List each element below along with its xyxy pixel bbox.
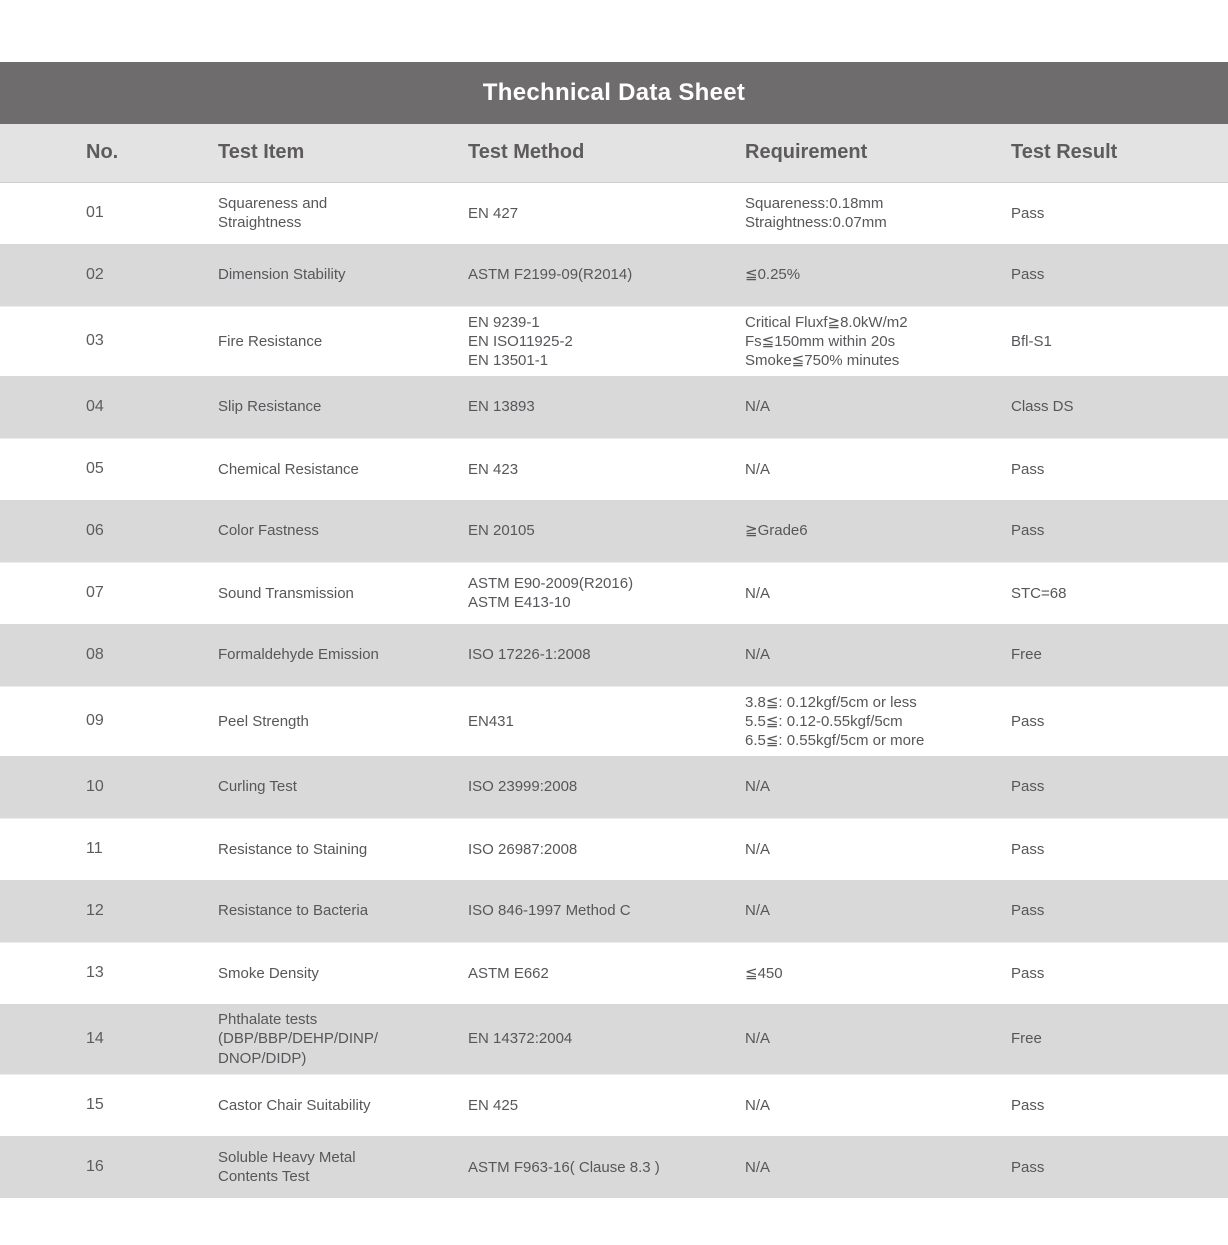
cell-test-item-line: DNOP/DIDP) [218,1049,307,1067]
cell-test-item [218,438,468,500]
cell-test-result [1011,818,1228,880]
cell-requirement-line: N/A [745,584,771,602]
cell-test-result [1011,306,1228,376]
cell-test-method-line: EN ISO11925-2 [468,332,573,350]
cell-test-item-line: Castor Chair Suitability [218,1096,371,1114]
cell-test-item [218,756,468,818]
cell-no: 03 [0,306,218,376]
cell-requirement [745,376,1011,438]
cell-test-item [218,1004,468,1074]
cell-test-method-line: EN 423 [468,460,519,478]
page-title: Thechnical Data Sheet [482,79,746,106]
column-header-test-result-label: Test Result [1011,141,1118,164]
cell-test-item-line: Sound Transmission [218,584,354,602]
cell-requirement-line: ≦0.25% [745,266,801,284]
cell-test-method [468,500,745,562]
cell-test-method-line: EN431 [468,712,514,730]
cell-test-result-line: Pass [1011,712,1045,730]
table-row [0,1074,1228,1136]
cell-requirement [745,182,1011,244]
cell-test-item-line: Soluble Heavy Metal [218,1149,356,1166]
cell-requirement-line: N/A [745,398,771,416]
table-row [0,1136,1228,1198]
cell-no: 01 [0,182,218,244]
cell-test-result-line: Pass [1011,204,1045,222]
cell-test-method [468,1074,745,1136]
cell-test-item [218,1136,468,1198]
technical-data-table [0,124,1228,1198]
table-row [0,880,1228,942]
cell-requirement [745,686,1011,756]
cell-requirement-line: N/A [745,902,771,920]
cell-test-method [468,376,745,438]
cell-test-method [468,942,745,1004]
cell-test-method [468,880,745,942]
cell-test-result-line: Pass [1011,1158,1045,1176]
cell-no: 12 [86,901,104,919]
cell-requirement [745,756,1011,818]
cell-test-result [1011,1074,1228,1136]
cell-test-result [1011,500,1228,562]
cell-test-result [1011,1136,1228,1198]
cell-test-item-line: Chemical Resistance [218,460,359,478]
cell-test-item [218,942,468,1004]
cell-test-result [1011,880,1228,942]
cell-test-result [1011,244,1228,306]
column-header-test-result [1011,124,1228,182]
cell-test-result [1011,182,1228,244]
cell-test-item-line: Smoke Density [218,964,319,982]
cell-test-item [218,306,468,376]
cell-requirement [745,818,1011,880]
cell-no: 06 [86,521,104,539]
cell-test-item [218,880,468,942]
cell-test-item-line: Straightness [218,214,302,232]
table-row [0,1004,1228,1074]
table-row [0,306,1228,376]
cell-test-method-line: EN 20105 [468,522,535,540]
cell-test-method [468,306,745,376]
table-row [0,942,1228,1004]
table-row [0,686,1228,756]
cell-test-method-line: EN 9239-1 [468,313,540,331]
cell-test-result [1011,562,1228,624]
column-header-test-item [218,124,468,182]
column-header-no-label: No. [86,141,119,164]
cell-test-item-line: Fire Resistance [218,332,323,350]
cell-test-result-line: Free [1011,1030,1042,1048]
cell-test-result-line: Pass [1011,1096,1045,1114]
cell-test-method [468,686,745,756]
cell-requirement-line: Critical Fluxf≧8.0kW/m2 [745,313,908,331]
cell-test-result-line: Pass [1011,460,1045,478]
cell-requirement [745,562,1011,624]
cell-test-result [1011,438,1228,500]
cell-test-method [468,1136,745,1198]
cell-test-method-line: ASTM F963-16( Clause 8.3 ) [468,1158,660,1176]
cell-requirement [745,500,1011,562]
cell-test-result-line: Class DS [1011,398,1074,416]
cell-test-item [218,244,468,306]
cell-test-item-line: Squareness and [218,195,328,213]
column-header-no [0,124,218,182]
cell-test-item [218,562,468,624]
cell-test-item [218,818,468,880]
table-row [0,376,1228,438]
cell-test-item [218,1074,468,1136]
cell-requirement-line: ≦450 [745,964,783,982]
cell-requirement [745,880,1011,942]
cell-test-result-line: Free [1011,646,1042,664]
cell-test-item-line: Slip Resistance [218,398,322,416]
cell-test-method [468,182,745,244]
cell-no: 08 [86,645,104,663]
cell-no: 04 [86,397,104,415]
cell-test-result-line: Bfl-S1 [1011,332,1052,350]
cell-test-result-line: STC=68 [1011,584,1067,602]
cell-requirement [745,1004,1011,1074]
cell-requirement-line: N/A [745,778,771,796]
cell-test-method [468,1004,745,1074]
cell-test-result [1011,376,1228,438]
cell-test-method-line: ISO 846-1997 Method C [468,902,631,920]
cell-requirement-line: Straightness:0.07mm [745,214,887,232]
table-row [0,756,1228,818]
table-row [0,818,1228,880]
cell-test-result-line: Pass [1011,840,1045,858]
cell-requirement-line: ≧Grade6 [745,522,808,540]
table-row [0,244,1228,306]
cell-test-method [468,244,745,306]
cell-requirement [745,624,1011,686]
column-header-requirement-label: Requirement [745,141,868,164]
cell-test-method-line: ASTM E90-2009(R2016) [468,575,634,593]
cell-test-item [218,500,468,562]
cell-test-method-line: EN 427 [468,204,519,222]
cell-no: 07 [0,562,218,624]
cell-test-result [1011,624,1228,686]
cell-test-method-line: ASTM F2199-09(R2014) [468,266,633,284]
cell-test-method-line: ASTM E413-10 [468,594,571,612]
sheet-title-bar [0,62,1228,124]
cell-test-item-line: Dimension Stability [218,266,346,284]
cell-requirement [745,1136,1011,1198]
cell-test-method [468,756,745,818]
cell-test-item [218,376,468,438]
cell-test-item-line: Resistance to Bacteria [218,902,369,920]
cell-test-result [1011,942,1228,1004]
cell-requirement-line: N/A [745,1158,771,1176]
cell-test-result-line: Pass [1011,964,1045,982]
cell-test-item [218,182,468,244]
cell-no: 11 [0,818,218,880]
column-header-test-item-label: Test Item [218,141,305,164]
cell-test-result [1011,756,1228,818]
cell-requirement-line: N/A [745,840,771,858]
cell-test-method-line: EN 425 [468,1096,519,1114]
cell-no: 13 [0,942,218,1004]
cell-no: 15 [0,1074,218,1136]
table-row [0,562,1228,624]
cell-requirement [745,942,1011,1004]
cell-test-item-line: Contents Test [218,1168,310,1186]
table-body [0,182,1228,1198]
cell-test-result [1011,686,1228,756]
cell-requirement-line: N/A [745,460,771,478]
cell-requirement-line: 3.8≦: 0.12kgf/5cm or less [745,693,917,711]
cell-no: 16 [86,1157,104,1175]
cell-test-method [468,438,745,500]
table-row [0,624,1228,686]
cell-requirement [745,244,1011,306]
cell-requirement-line: N/A [745,646,771,664]
cell-requirement [745,306,1011,376]
cell-test-method-line: ISO 26987:2008 [468,840,578,858]
cell-requirement-line: Fs≦150mm within 20s [745,332,896,350]
cell-test-result-line: Pass [1011,778,1045,796]
table-row [0,500,1228,562]
cell-requirement [745,1074,1011,1136]
cell-test-method-line: EN 13893 [468,398,535,416]
cell-requirement-line: Squareness:0.18mm [745,195,884,213]
cell-test-method-line: ISO 23999:2008 [468,778,578,796]
cell-requirement-line: N/A [745,1030,771,1048]
cell-test-method [468,562,745,624]
cell-test-result-line: Pass [1011,902,1045,920]
cell-requirement-line: 5.5≦: 0.12-0.55kgf/5cm [745,712,903,730]
cell-test-method-line: EN 14372:2004 [468,1030,573,1048]
cell-test-method [468,818,745,880]
cell-test-item-line: Phthalate tests [218,1011,318,1029]
cell-test-item [218,624,468,686]
cell-test-item-line: Curling Test [218,778,297,796]
table-row [0,438,1228,500]
cell-no: 14 [86,1029,104,1047]
cell-test-item-line: Formaldehyde Emission [218,646,379,664]
table-header-row [0,124,1228,182]
cell-no: 05 [0,438,218,500]
cell-test-item-line: Color Fastness [218,522,319,540]
cell-test-result-line: Pass [1011,266,1045,284]
cell-no: 02 [86,265,104,283]
column-header-test-method-label: Test Method [468,141,585,164]
cell-test-item-line: Peel Strength [218,712,309,730]
cell-requirement-line: Smoke≦750% minutes [745,351,900,369]
cell-test-method-line: ASTM E662 [468,964,549,982]
cell-test-method-line: ISO 17226-1:2008 [468,646,591,664]
cell-requirement-line: 6.5≦: 0.55kgf/5cm or more [745,731,925,749]
cell-test-result [1011,1004,1228,1074]
table-row [0,182,1228,244]
column-header-requirement [745,124,1011,182]
cell-no: 09 [0,686,218,756]
cell-requirement [745,438,1011,500]
cell-test-result-line: Pass [1011,522,1045,540]
cell-test-item [218,686,468,756]
cell-requirement-line: N/A [745,1096,771,1114]
column-header-test-method [468,124,745,182]
cell-test-method [468,624,745,686]
cell-test-method-line: EN 13501-1 [468,351,549,369]
cell-test-item-line: (DBP/BBP/DEHP/DINP/ [218,1030,379,1048]
cell-test-item-line: Resistance to Staining [218,840,368,858]
cell-no: 10 [86,777,104,795]
